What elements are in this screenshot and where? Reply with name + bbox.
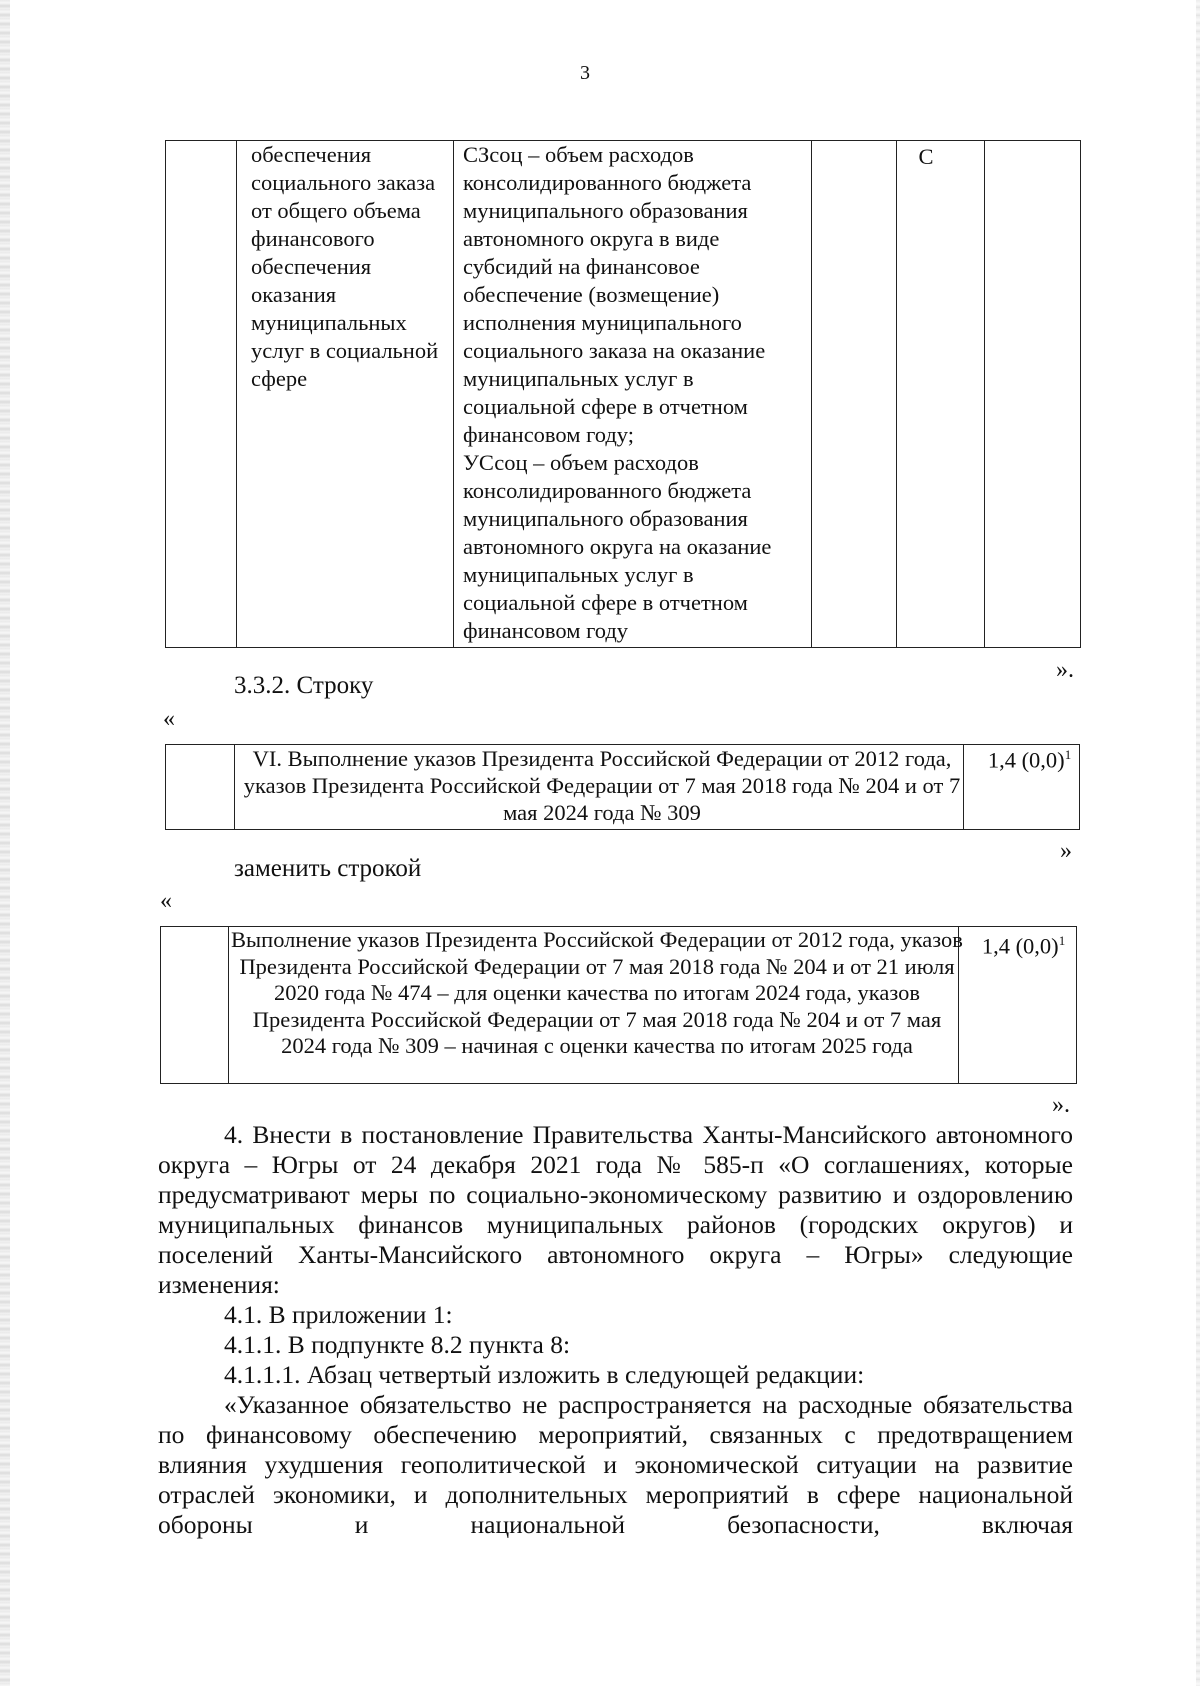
- closing-quote: ».: [1052, 1092, 1070, 1118]
- indicator-name-cell: обеспечения социального заказа от общего объема финансового обеспечения оказания муниципальных услуг в социальной сфере: [251, 142, 439, 391]
- paragraph-4: 4. Внести в постановление Правительства Ханты-Мансийского автономного округа – Югры от 24 декабря 2021 года № 585-п «О соглашениях, которые предусматривают меры по социально-экономическому развитию и оздоровлению муниципальных финансов муниципальных районов (городских округов) и поселений Ханты-Мансийского автономного округа – Югры» следующие изменения:: [158, 1120, 1073, 1299]
- old-row-text: VI. Выполнение указов Президента Российской Федерации от 2012 года, указов Президента Российской Федерации от 7 мая 2018 года № 204 и от 7 мая 2024 года № 309: [243, 746, 961, 825]
- table-col-divider: [236, 141, 237, 647]
- table-old-row: [165, 744, 1080, 830]
- opening-quote: «: [160, 888, 172, 914]
- formula-ussoc: УСсоц – объем расходов консолидированного бюджета муниципального образования автономного округа на оказание муниципальных услуг в социальной сфере в отчетном финансовом году: [463, 450, 772, 643]
- table-col-divider: [984, 141, 985, 647]
- table-col-divider: [228, 927, 229, 1083]
- paragraph-4-1-1-1: 4.1.1.1. Абзац четвертый изложить в следующей редакции:: [224, 1360, 865, 1389]
- unit-cell: С: [918, 144, 934, 169]
- new-row-value: 1,4 $(0,0)^1$: [981, 933, 1066, 959]
- page-number: 3: [580, 62, 590, 84]
- table-col-divider: [811, 141, 812, 647]
- formula-szsoc: СЗсоц – объем расходов консолидированного бюджета муниципального образования автономного округа в виде субсидий на финансовое обеспечение (возмещение) исполнения муниципального социального заказа на оказание муниципальных услуг в социальной сфере в отчетном финансовом году;: [463, 142, 766, 447]
- scan-edge-left: [0, 0, 10, 1686]
- closing-quote: ».: [1056, 657, 1074, 683]
- replace-with-row-label: заменить строкой: [234, 855, 422, 882]
- table-col-divider: [234, 745, 235, 829]
- old-row-value: 1,4 $(0,0)^1$: [987, 747, 1072, 773]
- new-row-text: Выполнение указов Президента Российской Федерации от 2012 года, указов Президента Российской Федерации от 7 мая 2018 года № 204 и от 21 июля 2020 года № 474 – для оценки качества по итогам 2024 года, указов Президента Российской Федерации от 7 мая 2018 года № 204 и от 7 мая 2024 года № 309 – начиная с оценки качества по итогам 2025 года: [231, 927, 963, 1058]
- paragraph-4-1-1: 4.1.1. В подпункте 8.2 пункта 8:: [224, 1330, 571, 1359]
- scan-edge-right: [1196, 0, 1200, 1686]
- closing-quote: »: [1060, 838, 1072, 864]
- table-col-divider: [453, 141, 454, 647]
- paragraph-3-3-2: 3.3.2. Строку: [234, 672, 374, 699]
- document-body: [158, 1120, 1073, 1540]
- formula-description-cell: [463, 141, 808, 645]
- table-new-row: [160, 926, 1077, 1084]
- paragraph-4-1: 4.1. В приложении 1:: [224, 1300, 453, 1329]
- table-continuation: [165, 140, 1081, 648]
- opening-quote: «: [163, 706, 175, 732]
- quoted-paragraph: «Указанное обязательство не распространяется на расходные обязательства по финансовому обеспечению мероприятий, связанных с предотвращением влияния ухудшения геополитической и экономической ситуации на развитие отраслей экономики, и дополнительных мероприятий в сфере национальной обороны и национальной безопасности, включая: [158, 1390, 1073, 1539]
- table-col-divider: [896, 141, 897, 647]
